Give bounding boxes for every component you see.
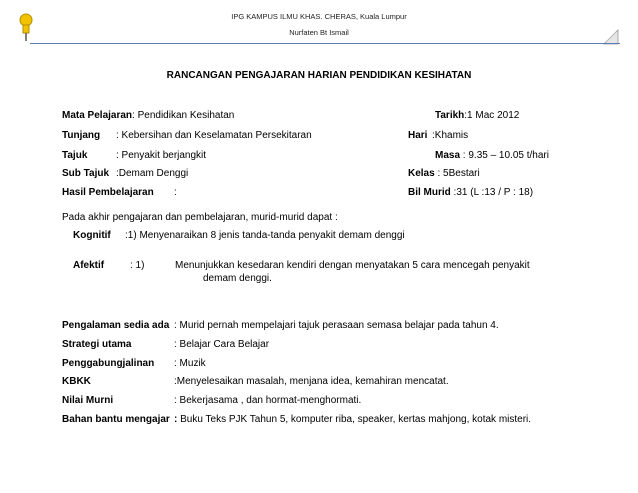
bilmurid-label: Bil Murid [408,187,451,198]
bahan-value: Buku Teks PJK Tahun 5, komputer riba, speaker, kertas mahjong, kotak misteri. [177,414,532,425]
afektif-label: Afektif [73,260,105,271]
subtajuk-label: Sub Tajuk [62,168,110,179]
kognitif-value: :1) Menyenaraikan 8 jenis tanda-tanda penyakit demam denggi [125,230,405,241]
mata-pelajaran-label: Mata Pelajaran [62,110,133,121]
penggabungjalinan-value: : Muzik [174,358,206,369]
strategi-value: : Belajar Cara Belajar [174,339,270,350]
masa-row [435,150,549,161]
objectives-intro: Pada akhir pengajaran dan pembelajaran, murid-murid dapat : [62,212,338,223]
tarikh-row [435,110,519,121]
pengalaman-label: Pengalaman sedia ada [62,320,170,331]
bilmurid-value: :31 (L :13 / P : 18) [450,187,534,198]
kelas-row [408,168,480,179]
header-institution: IPG KAMPUS ILMU KHAS. CHERAS, Kuala Lumpur [231,12,407,21]
hasil-value: : [174,187,177,198]
afektif-line-1: Menunjukkan kesedaran kendiri dengan menyatakan 5 cara mencegah penyakit [175,260,530,271]
tarikh-value: :1 Mac 2012 [464,110,520,121]
nilai-value: : Bekerjasama , dan hormat-menghormati. [174,395,362,406]
hari-value: :Khamis [432,130,469,141]
kognitif-label: Kognitif [73,230,111,241]
subtajuk-value: :Demam Denggi [116,168,189,179]
kbkk-value: :Menyelesaikan masalah, menjana idea, kemahiran mencatat. [174,376,449,387]
tunjang-label: Tunjang [62,130,101,141]
bilmurid-row [408,187,533,198]
strategi-label: Strategi utama [62,339,132,350]
nilai-label: Nilai Murni [62,395,114,406]
mata-pelajaran-value: : Pendidikan Kesihatan [132,110,235,121]
pengalaman-value: : Murid pernah mempelajari tajuk perasaan semasa belajar pada tahun 4. [174,320,499,331]
kelas-value: : 5Bestari [434,168,480,179]
penggabungjalinan-label: Penggabungjalinan [62,358,155,369]
tajuk-label: Tajuk [62,150,88,161]
document-title: RANCANGAN PENGAJARAN HARIAN PENDIDIKAN KESIHATAN [166,70,472,81]
tunjang-value: : Kebersihan dan Keselamatan Persekitaran [116,130,312,141]
bahan-row [174,414,531,425]
header-author: Nurfaten Bt Ismail [289,28,349,37]
masa-label: Masa [435,150,461,161]
tajuk-value: : Penyakit berjangkit [116,150,207,161]
mata-pelajaran-row [62,110,234,121]
hasil-label: Hasil Pembelajaran [62,187,154,198]
hari-label: Hari [408,130,428,141]
bahan-label: Bahan bantu mengajar [62,414,170,425]
masa-value: : 9.35 – 10.05 t/hari [460,150,549,161]
afektif-line-2: demam denggi. [203,273,272,284]
kelas-label: Kelas [408,168,435,179]
tarikh-label: Tarikh [435,110,465,121]
kbkk-label: KBKK [62,376,91,387]
afektif-number: : 1) [130,260,145,271]
header-divider [30,43,620,44]
bahan-colon: : [174,414,178,425]
